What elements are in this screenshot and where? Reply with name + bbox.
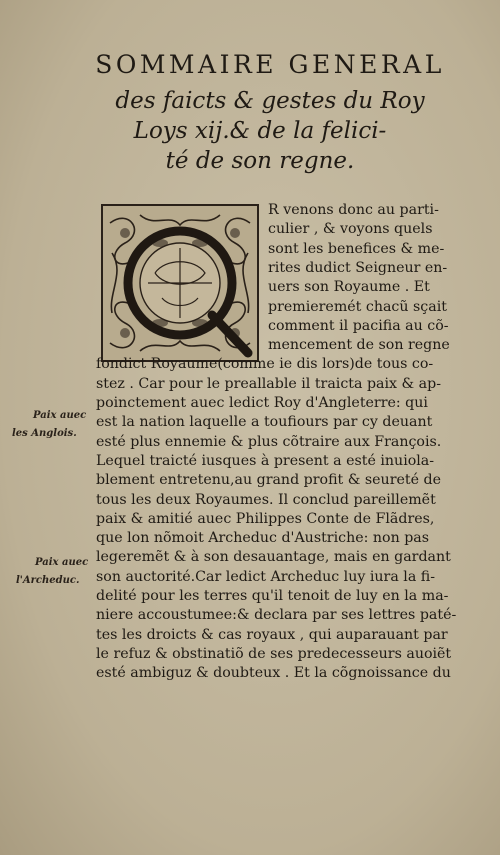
text-line: niere accoustumee:& declara par ses lettres paté- bbox=[96, 607, 457, 624]
text-line: uers son Royaume . Et bbox=[268, 279, 430, 296]
text-line: mencement de son regne bbox=[268, 337, 450, 354]
text-line: delité pour les terres qu'il tenoit de luy en la ma- bbox=[96, 588, 449, 604]
text-line: esté plus ennemie & plus cõtraire aux François. bbox=[96, 433, 442, 450]
title-line-2: des faicts & gestes du Roy bbox=[115, 88, 425, 114]
text-line: esté ambiguz & doubteux . Et la cõgnoissance du bbox=[96, 665, 451, 682]
text-line: poinctement auec ledict Roy d'Angleterre: qui bbox=[96, 395, 428, 411]
title-line-1: SOMMAIRE GENERAL bbox=[95, 50, 445, 79]
margin-note-paix-archeduc-2: l'Archeduc. bbox=[16, 575, 80, 586]
text-line: blement entretenu,au grand profit & seureté de bbox=[96, 472, 441, 489]
text-line: tes les droicts & cas royaux , qui auparauant par bbox=[96, 626, 448, 643]
text-line: stez . Car pour le preallable il traicta paix & ap- bbox=[96, 375, 442, 392]
decorated-initial bbox=[100, 203, 260, 363]
text-line: fondict Royaume(comme ie dis lors)de tous co- bbox=[96, 356, 434, 373]
margin-note-paix-anglois-2: les Anglois. bbox=[12, 428, 77, 439]
text-line: paix & amitié auec Philippes Conte de Flãdres, bbox=[96, 510, 435, 527]
text-line: premieremét chacũ sçait bbox=[268, 298, 447, 315]
text-line: R venons donc au parti- bbox=[268, 202, 439, 218]
text-line: Lequel traicté iusques à present a esté inuiola- bbox=[96, 452, 435, 469]
ornament-icon bbox=[100, 203, 260, 363]
title-line-3: Loys xij.& de la felici- bbox=[133, 118, 387, 144]
text-line: que lon nõmoit Archeduc d'Austriche: non pas bbox=[96, 530, 430, 547]
text-line: comment il pacifia au cõ- bbox=[268, 317, 449, 334]
text-line: culier , & voyons quels bbox=[268, 221, 433, 238]
text-line: son auctorité.Car ledict Archeduc luy iura la fi- bbox=[96, 568, 436, 585]
text-line: rites dudict Seigneur en- bbox=[268, 259, 448, 276]
text-line: est la nation laquelle a toufiours par cy deuant bbox=[96, 414, 433, 431]
margin-note-paix-anglois-1: Paix auec bbox=[33, 410, 87, 421]
text-line: sont les benefices & me- bbox=[268, 240, 445, 257]
text-line: le refuz & obstinatiõ de ses predecesseurs auoiẽt bbox=[96, 645, 452, 662]
margin-note-paix-archeduc-1: Paix auec bbox=[35, 557, 89, 568]
text-line: tous les deux Royaumes. Il conclud pareillemẽt bbox=[96, 491, 436, 508]
title-line-4: té de son regne. bbox=[165, 148, 355, 174]
text-line: legeremẽt & à son desauantage, mais en gardant bbox=[96, 549, 451, 566]
